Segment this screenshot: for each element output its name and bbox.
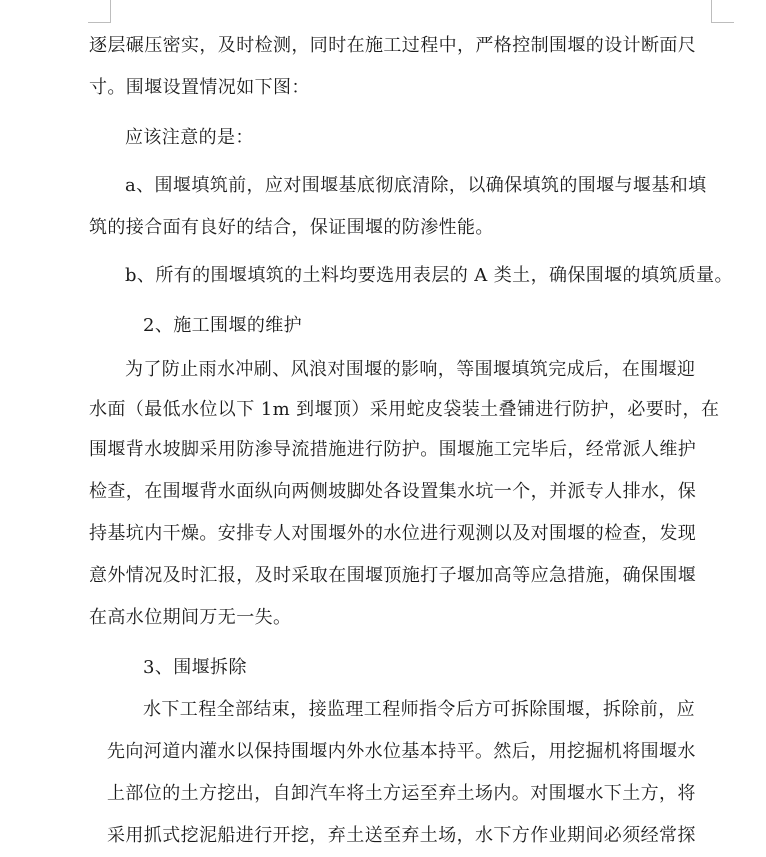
paragraph-line: 水面（最低水位以下 1m 到堰顶）采用蛇皮袋装土叠铺进行防护，必要时，在 xyxy=(89,399,720,420)
paragraph-line: 持基坑内干燥。安排专人对围堰外的水位进行观测以及对围堰的检查，发现 xyxy=(89,523,697,544)
section-heading: 3、围堰拆除 xyxy=(143,657,247,678)
margin-corner-mark xyxy=(88,0,111,23)
paragraph-line: 应该注意的是： xyxy=(125,127,254,148)
paragraph-line: 检查，在围堰背水面纵向两侧坡脚处各设置集水坑一个，并派专人排水，保 xyxy=(89,481,697,502)
paragraph-line: a、围堰填筑前，应对围堰基底彻底清除，以确保填筑的围堰与堰基和填 xyxy=(125,175,707,196)
paragraph-line: 围堰背水坡脚采用防渗导流措施进行防护。围堰施工完毕后，经常派人维护 xyxy=(89,439,697,460)
paragraph-line: 为了防止雨水冲刷、风浪对围堰的影响，等围堰填筑完成后，在围堰迎 xyxy=(125,359,696,380)
paragraph-line: 寸。围堰设置情况如下图： xyxy=(89,77,310,98)
paragraph-line: 筑的接合面有良好的结合，保证围堰的防渗性能。 xyxy=(89,217,494,238)
paragraph-line: 上部位的土方挖出，自卸汽车将土方运至弃土场内。对围堰水下土方，将 xyxy=(107,783,696,804)
section-heading: 2、施工围堰的维护 xyxy=(143,315,303,336)
paragraph-line: b、所有的围堰填筑的土料均要选用表层的 A 类土，确保围堰的填筑质量。 xyxy=(125,265,733,286)
paragraph-line: 水下工程全部结束，接监理工程师指令后方可拆除围堰，拆除前，应 xyxy=(143,699,695,720)
paragraph-line: 意外情况及时汇报，及时采取在围堰顶施打子堰加高等应急措施，确保围堰 xyxy=(89,565,697,586)
paragraph-line: 逐层碾压密实，及时检测，同时在施工过程中，严格控制围堰的设计断面尺 xyxy=(89,35,697,56)
margin-corner-mark xyxy=(711,0,734,23)
paragraph-line: 先向河道内灌水以保持围堰内外水位基本持平。然后，用挖掘机将围堰水 xyxy=(107,741,696,762)
paragraph-line: 采用抓式挖泥船进行开挖，弃土送至弃土场，水下方作业期间必须经常探 xyxy=(107,825,696,846)
paragraph-line: 在高水位期间万无一失。 xyxy=(89,607,292,628)
